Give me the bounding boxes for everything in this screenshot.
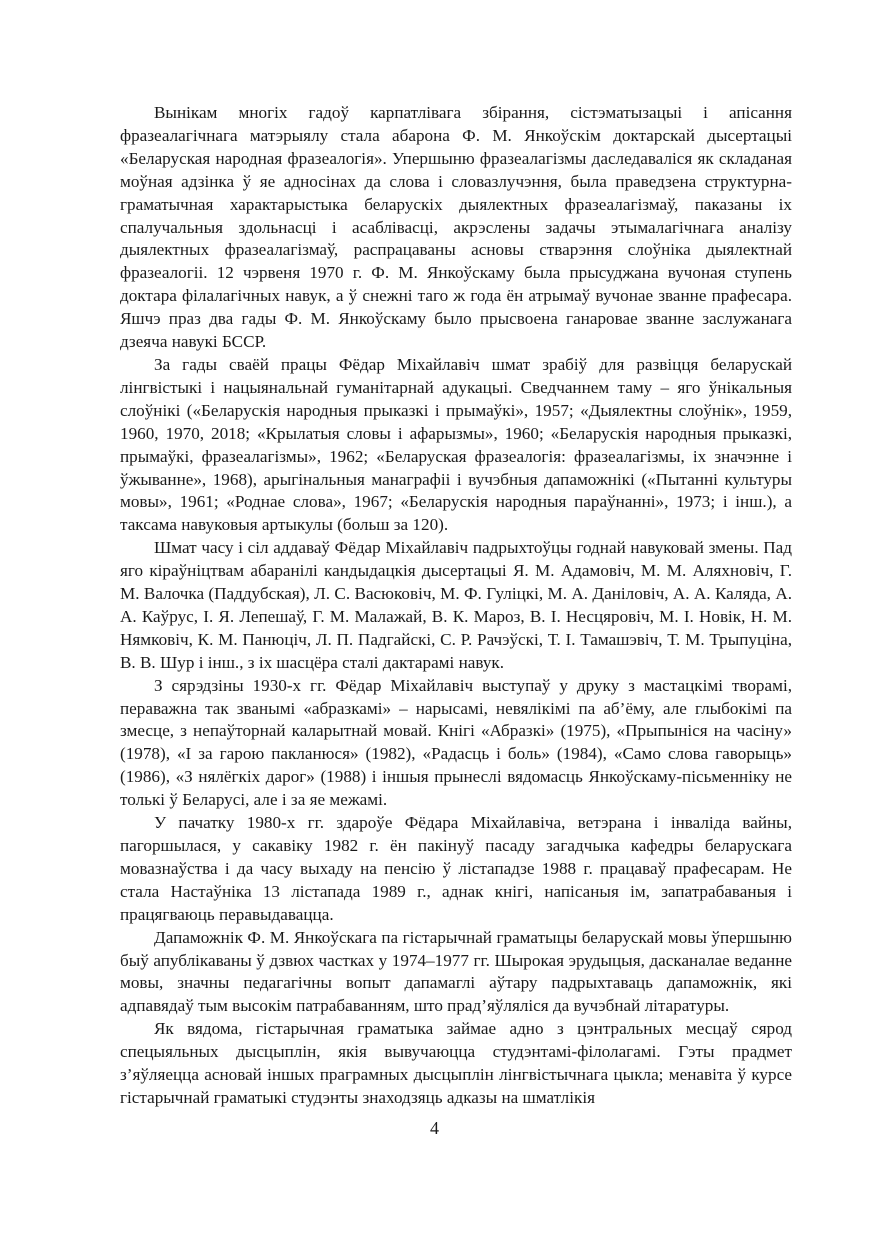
page-number: 4 xyxy=(430,1118,439,1138)
paragraph: Як вядома, гістарычная граматыка займае адно з цэнтральных месцаў сярод спецыяльных дысцыплін, якія вывучаюцца студэнтамі-філолагамі. Гэты прадмет з’яўляецца асновай іншых праграмных дысцыплін лінгвістычнага цыкла; менавіта ў курсе гістарычнай граматыкі студэнты знаходзяць адказы на шматлікія xyxy=(120,1019,792,1107)
paragraph: Шмат часу і сіл аддаваў Фёдар Міхайлавіч падрыхтоўцы годнай навуковай змены. Пад яго кіраўніцтвам абаранілі кандыдацкія дысертацыі Я. М. Адамовіч, М. М. Аляхновіч, Г. М. Валочка (Паддубская), Л. С. Васюковіч, М. Ф. Гуліцкі, М. А. Даніловіч, А. А. Каляда, А. А. Каўрус, І. Я. Лепешаў, Г. М. Малажай, В. К. Мароз, В. І. Несцяровіч, М. І. Новік, Н. М. Нямковіч, К. М. Панюціч, Л. П. Падгайскі, С. Р. Рачэўскі, Т. І. Тамашэвіч, Т. М. Трыпуціна, В. В. Шур і інш., з іх шасцёра сталі дактарамі навук. xyxy=(120,538,792,672)
paragraph: У пачатку 1980-х гг. здароўе Фёдара Міхайлавіча, ветэрана і інваліда вайны, пагоршылася, у сакавіку 1982 г. ён пакінуў пасаду загадчыка кафедры беларускага мовазнаўства і да часу выхаду на пенсію ў лістападзе 1988 г. працаваў прафесарам. Не стала Настаўніка 13 лістапада 1989 г., аднак кнігі, напісаныя ім, запатрабаваныя і працягваюць перавыдавацца. xyxy=(120,813,792,924)
paragraph: З сярэдзіны 1930-х гг. Фёдар Міхайлавіч выступаў у друку з мастацкімі творамі, пераважна так званымі «абразкамі» – нарысамі, невялікімі па аб’ёму, але глыбокімі па змесце, з непаўторнай каларытнай мовай. Кнігі «Абразкі» (1975), «Прыпыніся на часіну» (1978), «І за гарою пакланюся» (1982), «Радасць і боль» (1984), «Само слова гаворыць» (1986), «З нялёгкіх дарог» (1988) і іншыя прынеслі вядомасць Янкоўскаму-пісьменніку не толькі ў Беларусі, але і за яе межамі. xyxy=(120,675,792,810)
paragraph: Вынікам многіх гадоў карпатлівага збірання, сістэматызацыі і апісання фразеалагічнага матэрыялу стала абарона Ф. М. Янкоўскім доктарскай дысертацыі «Беларуская народная фразеалогія». Упершыню фразеалагізмы даследаваліся як складаная моўная адзінка ў яе адносінах да слова і словазлучэння, была праведзена структурна-граматычная характарыстыка беларускіх дыялектных фразеалагізмаў, паказаны іх спалучальныя здольнасці і асаблівасці, акрэслены задачы этымалагічнага аналізу дыялектных фразеалагізмаў, распрацаваны асновы стварэння слоўніка дыялектнай фразеалогіі. 12 чэрвеня 1970 г. Ф. М. Янкоўскаму была прысуджана вучоная ступень доктара філалагічных навук, а ў снежні таго ж года ён атрымаў вучонае званне прафесара. Яшчэ праз два гады Ф. М. Янкоўскаму было прысвоена ганаровае званне заслужанага дзеяча навукі БССР. xyxy=(120,103,792,352)
page-body xyxy=(120,102,792,1110)
paragraph: Дапаможнік Ф. М. Янкоўскага па гістарычнай граматыцы беларускай мовы ўпершыню быў апублікаваны ў дзвюх частках у 1974–1977 гг. Шырокая эрудыцыя, дасканалае веданне мовы, значны педагагічны вопыт дапамаглі аўтару падрыхтаваць дапаможнік, які адпавядаў тым высокім патрабаванням, што прад’яўляліся да вучэбнай літаратуры. xyxy=(120,927,792,1016)
paragraph: За гады сваёй працы Фёдар Міхайлавіч шмат зрабіў для развіцця беларускай лінгвістыкі і нацыянальнай гуманітарнай адукацыі. Сведчаннем таму – яго ўнікальныя слоўнікі («Беларускія народныя прыказкі і прымаўкі», 1957; «Дыялектны слоўнік», 1959, 1960, 1970, 2018; «Крылатыя словы і афарызмы», 1960; «Беларускія народныя прыказкі, прымаўкі, фразеалагізмы», 1962; «Беларуская фразеалогія: фразеалагізмы, іх значэнне і ўжыванне», 1968), арыгінальныя манаграфіі і вучэбныя дапаможнікі («Пытанні культуры мовы», 1961; «Роднае слова», 1967; «Беларускія народныя параўнанні», 1973; і інш.), а таксама навуковыя артыкулы (больш за 120). xyxy=(120,354,792,535)
